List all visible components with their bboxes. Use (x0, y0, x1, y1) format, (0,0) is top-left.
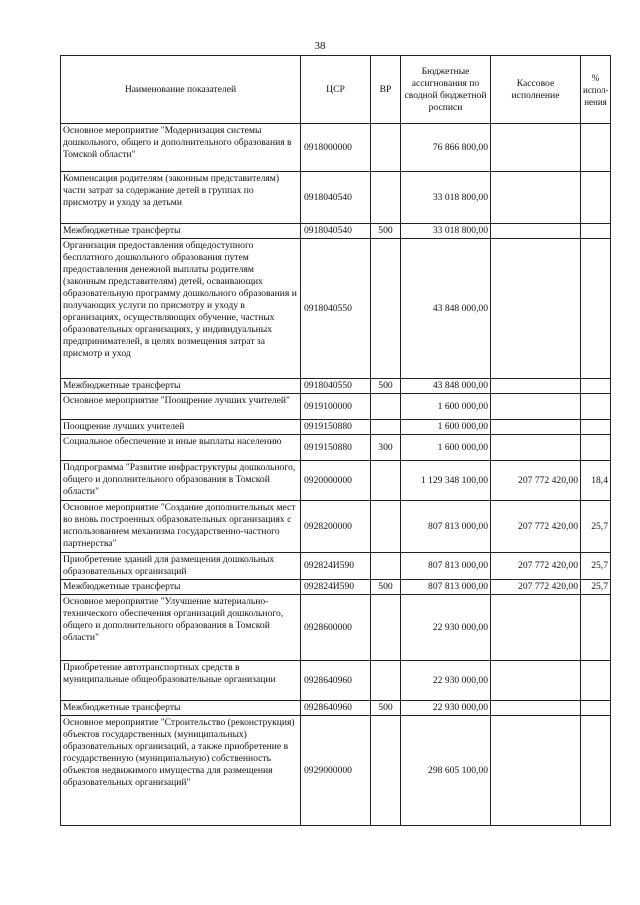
row-cash-cell (491, 701, 581, 716)
row-vr-cell (371, 716, 401, 826)
row-vr-cell (371, 124, 401, 172)
row-vr-cell (371, 239, 401, 379)
row-vr-cell: 500 (371, 379, 401, 394)
row-csr-cell: 0928600000 (301, 595, 371, 661)
row-pct-cell (581, 394, 611, 420)
table-row (61, 124, 611, 172)
row-budget-cell: 807 813 000,00 (401, 580, 491, 595)
row-csr-cell: 0929000000 (301, 716, 371, 826)
row-pct-cell (581, 172, 611, 224)
row-vr-cell (371, 501, 401, 553)
row-name-cell: Основное мероприятие "Улучшение материально-технического обеспечения организаций дошкольного, общего и дополнительного образования в Томской области" (61, 595, 301, 661)
row-name-cell: Основное мероприятие "Строительство (реконструкция) объектов государственных (муниципальных) образовательных организаций, а также приобретение в государственную (муниципальную) собственность объектов недвижимого имущества для размещения образовательных организаций" (61, 716, 301, 826)
header-row (61, 56, 611, 124)
row-pct-cell (581, 124, 611, 172)
row-pct-cell: 25,7 (581, 580, 611, 595)
row-csr-cell: 0918040550 (301, 379, 371, 394)
page-number: 38 (314, 40, 326, 52)
row-name-cell: Организация предоставления общедоступного бесплатного дошкольного образования путем предоставления денежной выплаты родителям (законным представителям) детей, осваивающих образовательную программу дошкольного образования и получающих услуги по присмотру и уходу в организациях, осуществляющих обучение, частных образовательных организациях, у индивидуальных предпринимателей, в целях возмещения затрат за присмотр и уход (61, 239, 301, 379)
row-pct-cell: 25,7 (581, 553, 611, 580)
row-vr-cell (371, 172, 401, 224)
header-cash: Кассовое исполнение (491, 56, 581, 124)
row-csr-cell: 0919100000 (301, 394, 371, 420)
table-row (61, 420, 611, 435)
row-budget-cell: 22 930 000,00 (401, 661, 491, 701)
table-row (61, 553, 611, 580)
row-csr-cell: 0919150880 (301, 420, 371, 435)
row-name-cell: Приобретение автотранспортных средств в муниципальные общеобразовательные организации (61, 661, 301, 701)
row-cash-cell (491, 595, 581, 661)
row-csr-cell: 0918000000 (301, 124, 371, 172)
row-pct-cell (581, 661, 611, 701)
table-row (61, 661, 611, 701)
row-csr-cell: 092824И590 (301, 553, 371, 580)
row-name-cell: Компенсация родителям (законным представителям) части затрат за содержание детей в группах по присмотру и уходу за детьми (61, 172, 301, 224)
header-csr: ЦСР (301, 56, 371, 124)
row-vr-cell (371, 420, 401, 435)
table-row (61, 501, 611, 553)
row-vr-cell (371, 661, 401, 701)
row-name-cell: Основное мероприятие "Модернизация системы дошкольного, общего и дополнительного образования в Томской области" (61, 124, 301, 172)
table-row (61, 172, 611, 224)
row-budget-cell: 1 600 000,00 (401, 420, 491, 435)
table-row (61, 224, 611, 239)
row-vr-cell: 500 (371, 701, 401, 716)
row-vr-cell (371, 394, 401, 420)
row-cash-cell (491, 224, 581, 239)
row-budget-cell: 43 848 000,00 (401, 239, 491, 379)
row-vr-cell (371, 595, 401, 661)
row-pct-cell (581, 420, 611, 435)
row-budget-cell: 22 930 000,00 (401, 701, 491, 716)
row-csr-cell: 0928640960 (301, 701, 371, 716)
header-vr: ВР (371, 56, 401, 124)
row-cash-cell (491, 239, 581, 379)
header-name: Наименование показателей (61, 56, 301, 124)
row-budget-cell: 76 866 800,00 (401, 124, 491, 172)
row-pct-cell (581, 379, 611, 394)
table-row (61, 435, 611, 461)
row-cash-cell: 207 772 420,00 (491, 580, 581, 595)
row-cash-cell: 207 772 420,00 (491, 501, 581, 553)
table-row (61, 701, 611, 716)
budget-table (60, 55, 611, 826)
table-row (61, 580, 611, 595)
row-csr-cell: 0928640960 (301, 661, 371, 701)
header-budget: Бюджетные ассигнования по сводной бюджетной росписи (401, 56, 491, 124)
row-name-cell: Межбюджетные трансферты (61, 580, 301, 595)
row-budget-cell: 807 813 000,00 (401, 501, 491, 553)
table-row (61, 379, 611, 394)
row-pct-cell (581, 595, 611, 661)
row-budget-cell: 1 600 000,00 (401, 394, 491, 420)
row-name-cell: Основное мероприятие "Поощрение лучших учителей" (61, 394, 301, 420)
row-cash-cell (491, 172, 581, 224)
row-csr-cell: 0920000000 (301, 461, 371, 501)
row-cash-cell (491, 379, 581, 394)
row-budget-cell: 298 605 100,00 (401, 716, 491, 826)
row-budget-cell: 33 018 800,00 (401, 172, 491, 224)
row-cash-cell: 207 772 420,00 (491, 461, 581, 501)
row-name-cell: Межбюджетные трансферты (61, 224, 301, 239)
row-budget-cell: 43 848 000,00 (401, 379, 491, 394)
row-budget-cell: 807 813 000,00 (401, 553, 491, 580)
row-cash-cell (491, 716, 581, 826)
header-pct: % испол- нения (581, 56, 611, 124)
row-cash-cell: 207 772 420,00 (491, 553, 581, 580)
row-name-cell: Подпрограмма "Развитие инфраструктуры дошкольного, общего и дополнительного образования в Томской области" (61, 461, 301, 501)
row-vr-cell (371, 553, 401, 580)
row-budget-cell: 1 129 348 100,00 (401, 461, 491, 501)
row-csr-cell: 0918040550 (301, 239, 371, 379)
row-csr-cell: 0928200000 (301, 501, 371, 553)
row-vr-cell (371, 461, 401, 501)
table-row (61, 595, 611, 661)
row-csr-cell: 092824И590 (301, 580, 371, 595)
row-name-cell: Приобретение зданий для размещения дошкольных образовательных организаций (61, 553, 301, 580)
table-row (61, 239, 611, 379)
row-name-cell: Основное мероприятие "Создание дополнительных мест во вновь построенных образовательных организациях с использованием механизма государственно-частного партнерства" (61, 501, 301, 553)
row-vr-cell: 500 (371, 224, 401, 239)
row-pct-cell (581, 716, 611, 826)
row-pct-cell: 25,7 (581, 501, 611, 553)
row-pct-cell (581, 224, 611, 239)
row-name-cell: Межбюджетные трансферты (61, 379, 301, 394)
row-csr-cell: 0918040540 (301, 224, 371, 239)
row-vr-cell: 500 (371, 580, 401, 595)
row-pct-cell (581, 701, 611, 716)
row-cash-cell (491, 124, 581, 172)
row-csr-cell: 0919150880 (301, 435, 371, 461)
row-cash-cell (491, 661, 581, 701)
row-cash-cell (491, 420, 581, 435)
row-cash-cell (491, 394, 581, 420)
row-name-cell: Социальное обеспечение и иные выплаты населению (61, 435, 301, 461)
row-pct-cell (581, 239, 611, 379)
table-row (61, 461, 611, 501)
row-name-cell: Межбюджетные трансферты (61, 701, 301, 716)
row-budget-cell: 22 930 000,00 (401, 595, 491, 661)
row-vr-cell: 300 (371, 435, 401, 461)
row-budget-cell: 33 018 800,00 (401, 224, 491, 239)
table-row (61, 394, 611, 420)
row-csr-cell: 0918040540 (301, 172, 371, 224)
row-budget-cell: 1 600 000,00 (401, 435, 491, 461)
row-pct-cell: 18,4 (581, 461, 611, 501)
row-name-cell: Поощрение лучших учителей (61, 420, 301, 435)
row-pct-cell (581, 435, 611, 461)
table-row (61, 716, 611, 826)
row-cash-cell (491, 435, 581, 461)
